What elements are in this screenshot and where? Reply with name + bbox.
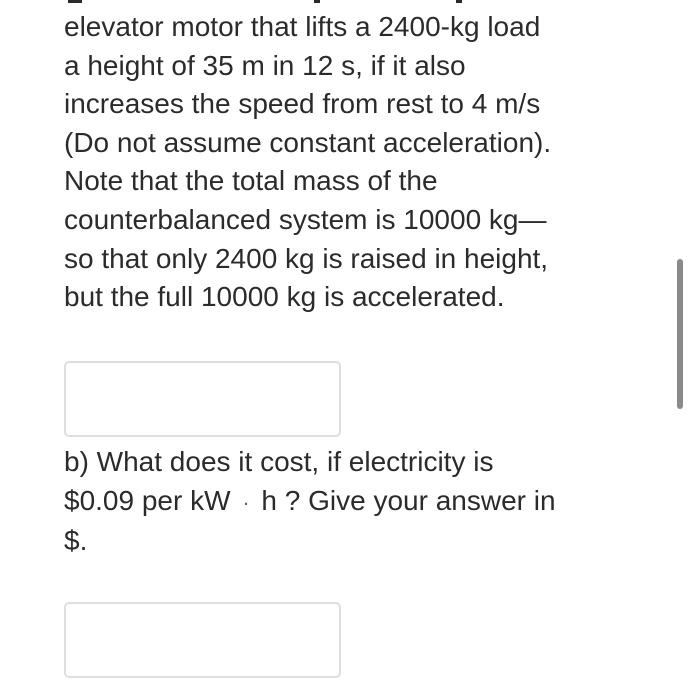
clipped-glyph [68, 0, 82, 3]
question-a-text [64, 8, 664, 317]
question-a-line: counterbalanced system is 10000 kg— [64, 203, 547, 235]
question-b-line [64, 482, 664, 523]
question-a-line: increases the speed from rest to 4 m/s [64, 88, 541, 120]
scrollbar-thumb[interactable] [677, 259, 683, 409]
question-b-line: $. [64, 525, 88, 557]
question-a-line: but the full 10000 kg is accelerated. [64, 281, 505, 313]
question-a-line: a height of 35 m in 12 s, if it also [64, 49, 466, 81]
question-b-line: b) What does it cost, if electricity is [64, 446, 494, 477]
question-a-line: (Do not assume constant acceleration). [64, 126, 552, 158]
clipped-glyph [314, 0, 320, 3]
answer-b-input[interactable] [64, 602, 341, 678]
clipped-text-fragments [64, 0, 664, 6]
multiplication-dot: · [242, 489, 250, 515]
clipped-glyph [456, 0, 462, 3]
question-a-line: elevator motor that lifts a 2400-kg load [64, 11, 541, 42]
question-a-line: so that only 2400 kg is raised in height, [64, 242, 549, 274]
question-b-text [64, 443, 664, 561]
price-text: $0.09 per kW [64, 484, 231, 516]
question-a-line: Note that the total mass of the [64, 165, 438, 197]
answer-a-input[interactable] [64, 361, 341, 437]
unit-text: h ? Give your answer in [261, 484, 556, 516]
